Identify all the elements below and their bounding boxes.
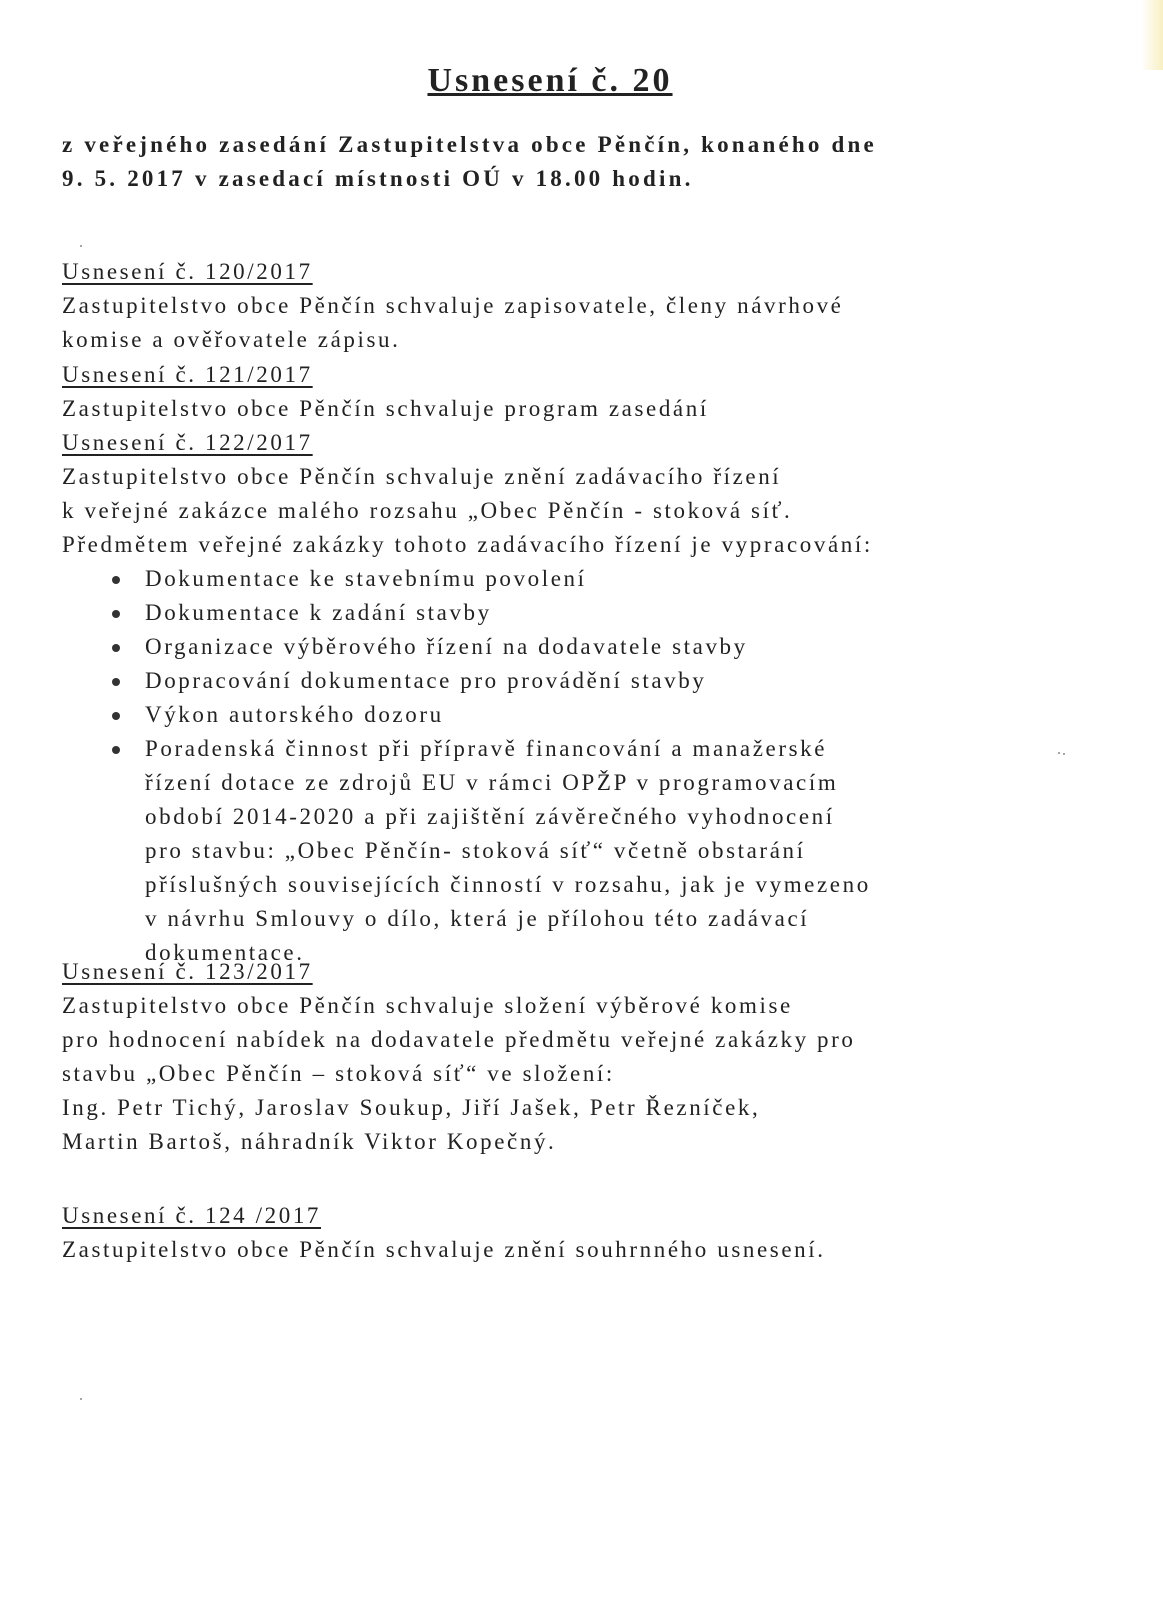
resolution-121 (62, 358, 1062, 426)
bullet-icon (112, 610, 120, 618)
resolution-heading: Usnesení č. 124 /2017 (62, 1203, 322, 1228)
resolution-text-line: Zastupitelstvo obce Pěnčín schvaluje znění souhrnného usnesení. (62, 1237, 826, 1262)
resolution-heading: Usnesení č. 120/2017 (62, 259, 313, 284)
resolution-text-line: Ing. Petr Tichý, Jaroslav Soukup, Jiří Jašek, Petr Řezníček, (62, 1095, 761, 1120)
bullet-icon (112, 576, 120, 584)
resolution-text-line: Zastupitelstvo obce Pěnčín schvaluje složení výběrové komise (62, 993, 793, 1018)
list-item: Dokumentace k zadání stavby (62, 596, 1062, 630)
list-item: Poradenská činnost při přípravě financování a manažerské řízení dotace ze zdrojů EU v rámci OPŽP v programovacím období 2014-2020 a při zajištění závěrečného vyhodnocení pro stavbu: „Obec Pěnčín- stoková síť“ včetně obstarání příslušných souvisejících činností v rozsahu, jak je vymezeno v návrhu Smlouvy o dílo, která je přílohou této zadávací dokumentace. (62, 732, 1062, 970)
list-item: Organizace výběrového řízení na dodavatele stavby (62, 630, 1062, 664)
list-item: Dopracování dokumentace pro provádění stavby (62, 664, 1062, 698)
scan-edge-tint (1141, 0, 1163, 70)
document-title: Usnesení č. 20 (427, 62, 673, 99)
deliverables-list (62, 562, 1062, 970)
resolution-heading: Usnesení č. 122/2017 (62, 430, 313, 455)
resolution-122 (62, 426, 1062, 970)
bullet-icon (112, 678, 120, 686)
resolution-123 (62, 955, 1062, 1159)
resolution-text-line: Předmětem veřejné zakázky tohoto zadávacího řízení je vypracování: (62, 532, 873, 557)
scan-speck (80, 245, 82, 247)
meeting-info-line: 9. 5. 2017 v zasedací místnosti OÚ v 18.00 hodin. (62, 166, 694, 191)
bullet-icon (112, 712, 120, 720)
resolution-text-line: Zastupitelstvo obce Pěnčín schvaluje zapisovatele, členy návrhové (62, 293, 844, 318)
scan-speck (80, 1398, 82, 1400)
resolution-text-line: Zastupitelstvo obce Pěnčín schvaluje znění zadávacího řízení (62, 464, 782, 489)
resolution-124 (62, 1199, 1062, 1267)
list-item: Výkon autorského dozoru (62, 698, 1062, 732)
resolution-text-line: Martin Bartoš, náhradník Viktor Kopečný. (62, 1129, 557, 1154)
scan-speck (1058, 752, 1060, 754)
resolution-text-line: stavbu „Obec Pěnčín – stoková síť“ ve složení: (62, 1061, 615, 1086)
scan-speck (1063, 753, 1065, 755)
resolution-text-line: komise a ověřovatele zápisu. (62, 327, 401, 352)
meeting-info (62, 128, 1022, 196)
resolution-heading: Usnesení č. 123/2017 (62, 959, 313, 984)
list-item: Dokumentace ke stavebnímu povolení (62, 562, 1062, 596)
bullet-icon (112, 644, 120, 652)
resolution-heading: Usnesení č. 121/2017 (62, 362, 313, 387)
meeting-info-line: z veřejného zasedání Zastupitelstva obce Pěnčín, konaného dne (62, 132, 877, 157)
resolution-text-line: Zastupitelstvo obce Pěnčín schvaluje program zasedání (62, 396, 709, 421)
resolution-text-line: k veřejné zakázce malého rozsahu „Obec Pěnčín - stoková síť. (62, 498, 793, 523)
bullet-icon (112, 746, 120, 754)
resolution-120 (62, 255, 1062, 357)
resolution-text-line: pro hodnocení nabídek na dodavatele předmětu veřejné zakázky pro (62, 1027, 856, 1052)
